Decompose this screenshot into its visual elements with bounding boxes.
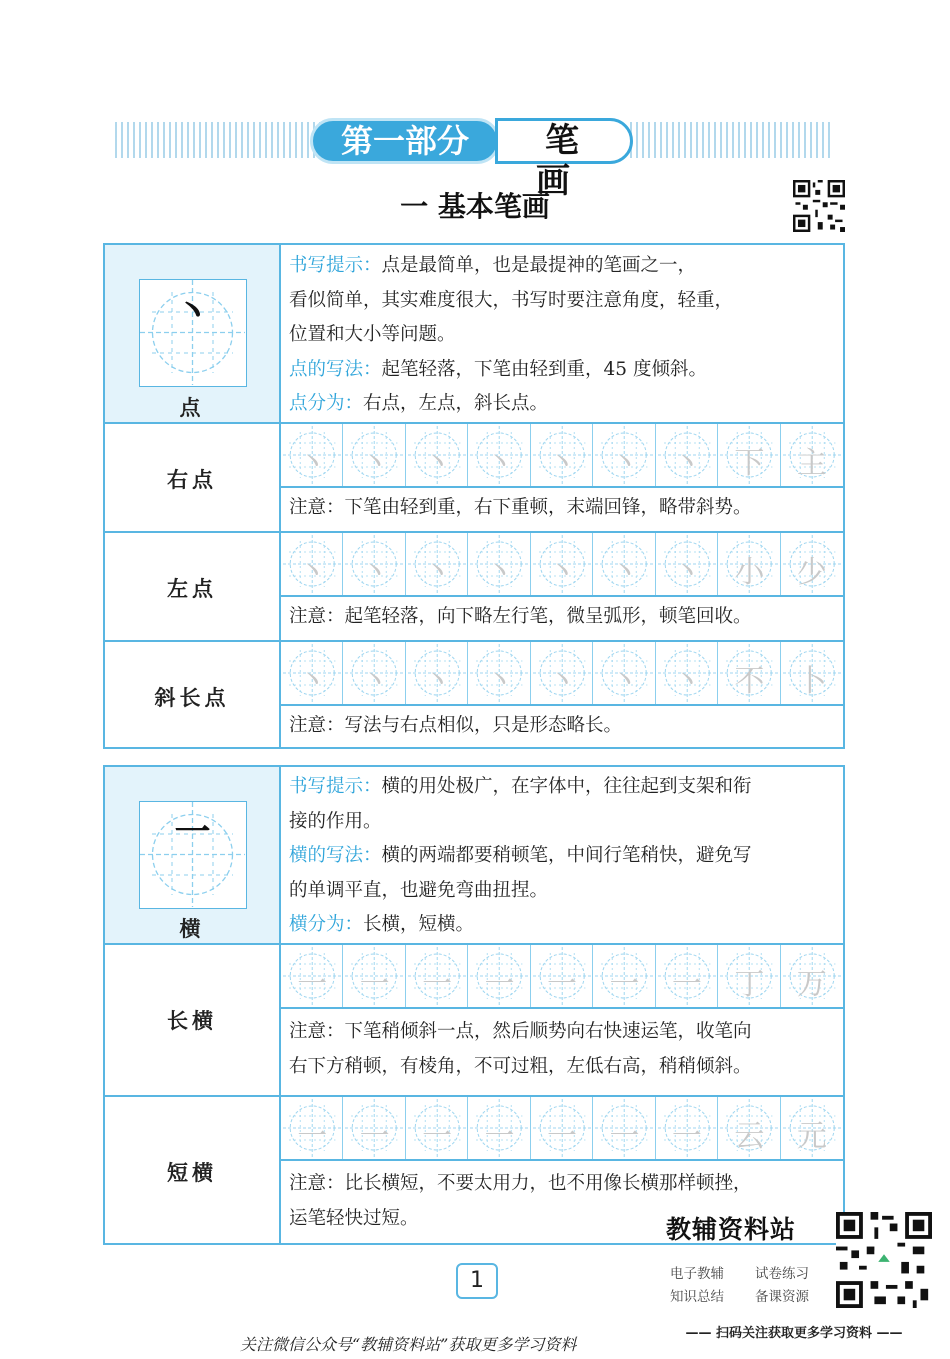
- row-label-cell: [105, 424, 281, 531]
- practice-cell: [531, 945, 593, 1007]
- scan-caption: —— 扫码关注获取更多学习资料 ——: [685, 1326, 903, 1341]
- trace-character: 丶: [297, 446, 328, 481]
- part-title: 笔 画: [495, 118, 633, 164]
- trace-character: 一: [671, 1119, 702, 1154]
- trace-character: 一: [359, 967, 390, 1002]
- practice-cell: [343, 945, 405, 1007]
- part-label: 第一部分: [310, 118, 500, 164]
- practice-cell: [281, 533, 343, 595]
- practice-cell: [281, 642, 343, 704]
- practice-cell: [468, 945, 530, 1007]
- practice-cell: [593, 1097, 655, 1159]
- dot-stroke-cell: [105, 245, 281, 422]
- brand-item: 试卷练习: [755, 1266, 809, 1282]
- practice-cell: [468, 424, 530, 486]
- practice-cells: [281, 533, 843, 597]
- heng-stroke-grid: [139, 801, 247, 909]
- trace-character: 丶: [297, 555, 328, 590]
- practice-cell: [656, 642, 718, 704]
- practice-cell: [656, 533, 718, 595]
- trace-character: 一: [422, 967, 453, 1002]
- practice-cell: [406, 1097, 468, 1159]
- trace-character: 万: [796, 967, 827, 1002]
- dot-stroke-sample: 丶: [174, 292, 211, 333]
- trace-character: 少: [796, 555, 827, 590]
- practice-row-slant-dot: [105, 640, 843, 747]
- practice-cell: [343, 1097, 405, 1159]
- trace-character: 丶: [546, 555, 577, 590]
- row-label-cell: [105, 533, 281, 640]
- trace-character: 丶: [609, 555, 640, 590]
- trace-character: 丶: [422, 664, 453, 699]
- row-label: 短横: [167, 1161, 217, 1185]
- banner-stripes-right: [630, 122, 830, 158]
- practice-cell: [718, 642, 780, 704]
- trace-character: 一: [422, 1119, 453, 1154]
- practice-cells: [281, 945, 843, 1009]
- trace-character: 丶: [484, 446, 515, 481]
- row-label: 右点: [167, 468, 217, 492]
- page-number: 1: [456, 1263, 498, 1299]
- note-line: 注意：下笔由轻到重，右下重顿，末端回锋，略带斜势。: [289, 497, 752, 518]
- trace-character: 丶: [671, 555, 702, 590]
- trace-character: 一: [546, 967, 577, 1002]
- trace-character: 丶: [609, 664, 640, 699]
- note-line: 右下方稍顿，有棱角，不可过粗，左低右高，稍稍倾斜。: [289, 1055, 752, 1077]
- trace-character: 一: [297, 967, 328, 1002]
- practice-cell: [593, 945, 655, 1007]
- practice-note: [289, 709, 837, 744]
- note-line: 运笔轻快过短。: [289, 1207, 419, 1229]
- practice-cell: [718, 533, 780, 595]
- trace-character: 一: [671, 967, 702, 1002]
- trace-character: 一: [609, 1119, 640, 1154]
- intro-line: 点分为：右点，左点，斜长点。: [289, 393, 549, 414]
- practice-cell: [781, 533, 843, 595]
- dot-stroke-label: 点: [179, 396, 205, 420]
- intro-line: 点的写法：起笔轻落，下笔由轻到重，45 度倾斜。: [289, 358, 707, 380]
- trace-character: 丶: [546, 446, 577, 481]
- dot-stroke-table: [103, 243, 845, 749]
- note-line: 注意：下笔稍倾斜一点，然后顺势向右快速运笔，收笔向: [289, 1021, 752, 1042]
- practice-cell: [781, 424, 843, 486]
- trace-character: 丶: [671, 664, 702, 699]
- trace-character: 丶: [359, 555, 390, 590]
- practice-cell: [468, 1097, 530, 1159]
- dot-intro-row: [105, 245, 843, 422]
- trace-character: 主: [796, 446, 827, 481]
- trace-character: 小: [734, 555, 765, 590]
- intro-line: 的单调平直，也避免弯曲扭捏。: [289, 879, 549, 901]
- trace-character: 一: [484, 967, 515, 1002]
- trace-character: 丶: [359, 664, 390, 699]
- trace-character: 丶: [297, 664, 328, 699]
- heng-stroke-label: 横: [179, 917, 205, 941]
- intro-line: 横分为：长横，短横。: [289, 914, 475, 935]
- intro-line: 书写提示：点是最简单，也是最提神的笔画之一，: [289, 255, 697, 276]
- trace-character: 一: [297, 1119, 328, 1154]
- practice-cell: [281, 1097, 343, 1159]
- practice-cell: [468, 533, 530, 595]
- practice-cell: [531, 424, 593, 486]
- note-line: 注意：起笔轻落，向下略左行笔，微呈弧形，顿笔回收。: [289, 606, 752, 627]
- trace-character: 丶: [484, 664, 515, 699]
- practice-cell: [406, 424, 468, 486]
- practice-cell: [281, 424, 343, 486]
- trace-character: 丶: [484, 555, 515, 590]
- practice-cell: [593, 642, 655, 704]
- trace-character: 下: [734, 446, 765, 481]
- section-title: 一 基本笔画: [400, 190, 550, 223]
- practice-cell: [718, 1097, 780, 1159]
- qr-code-icon[interactable]: [836, 1212, 932, 1308]
- practice-cell: [406, 642, 468, 704]
- trace-character: 云: [734, 1119, 765, 1154]
- practice-cells: [281, 1097, 843, 1161]
- heng-stroke-cell: [105, 767, 281, 943]
- trace-character: 一: [359, 1119, 390, 1154]
- practice-cell: [593, 533, 655, 595]
- row-label-cell: [105, 945, 281, 1095]
- brand-item: 电子教辅: [670, 1266, 724, 1282]
- trace-character: 丶: [422, 446, 453, 481]
- trace-character: 元: [796, 1119, 827, 1154]
- trace-character: 不: [734, 664, 765, 699]
- practice-cells: [281, 642, 843, 706]
- trace-character: 丁: [734, 967, 765, 1002]
- practice-row-long-heng: [105, 943, 843, 1095]
- row-label: 长横: [167, 1009, 217, 1033]
- practice-note: [289, 600, 837, 635]
- practice-row-right-dot: [105, 422, 843, 531]
- intro-line: 看似简单，其实难度很大，书写时要注意角度，轻重，: [289, 289, 734, 311]
- trace-character: 一: [484, 1119, 515, 1154]
- intro-line: 接的作用。: [289, 810, 382, 832]
- practice-cell: [656, 1097, 718, 1159]
- dot-intro-text: [289, 249, 837, 422]
- row-label: 斜长点: [154, 686, 230, 710]
- practice-cell: [531, 1097, 593, 1159]
- heng-intro-row: [105, 767, 843, 943]
- practice-cell: [718, 424, 780, 486]
- trace-character: 卜: [796, 664, 827, 699]
- trace-character: 丶: [546, 664, 577, 699]
- heng-stroke-sample: 一: [174, 812, 211, 853]
- intro-line: 位置和大小等问题。: [289, 324, 456, 345]
- practice-cell: [531, 533, 593, 595]
- practice-cell: [343, 424, 405, 486]
- row-label-cell: [105, 642, 281, 747]
- intro-line: 横的写法：横的两端都要稍顿笔，中间行笔稍快，避免写: [289, 845, 752, 866]
- heng-intro-text: [289, 770, 837, 943]
- brand-item: 知识总结: [670, 1289, 724, 1305]
- banner-stripes-left: [115, 122, 320, 158]
- row-label: 左点: [167, 577, 217, 601]
- trace-character: 一: [546, 1119, 577, 1154]
- brand-item: 备课资源: [755, 1289, 809, 1305]
- practice-cell: [781, 1097, 843, 1159]
- practice-note: [289, 1015, 837, 1084]
- row-label-cell: [105, 1097, 281, 1243]
- heng-stroke-table: [103, 765, 845, 1245]
- practice-cell: [406, 533, 468, 595]
- practice-cell: [406, 945, 468, 1007]
- dot-stroke-grid: [139, 279, 247, 387]
- practice-cell: [781, 945, 843, 1007]
- note-line: 注意：写法与右点相似，只是形态略长。: [289, 715, 623, 736]
- practice-cell: [281, 945, 343, 1007]
- trace-character: 丶: [422, 555, 453, 590]
- trace-character: 丶: [609, 446, 640, 481]
- trace-character: 一: [609, 967, 640, 1002]
- practice-cell: [656, 424, 718, 486]
- practice-cell: [343, 642, 405, 704]
- intro-line: 书写提示：横的用处极广，在字体中，往往起到支架和衔: [289, 776, 752, 797]
- practice-note: [289, 491, 837, 526]
- note-line: 注意：比长横短，不要太用力，也不用像长横那样顿挫，: [289, 1173, 752, 1194]
- footer-note: 关注微信公众号“教辅资料站”获取更多学习资料: [240, 1335, 577, 1354]
- practice-cell: [593, 424, 655, 486]
- trace-character: 丶: [359, 446, 390, 481]
- qr-code-icon: [793, 180, 845, 232]
- practice-cell: [468, 642, 530, 704]
- practice-cell: [781, 642, 843, 704]
- practice-cell: [531, 642, 593, 704]
- practice-cell: [718, 945, 780, 1007]
- practice-row-left-dot: [105, 531, 843, 640]
- brand-name: 教辅资料站: [666, 1215, 797, 1244]
- trace-character: 丶: [671, 446, 702, 481]
- practice-cells: [281, 424, 843, 488]
- practice-cell: [656, 945, 718, 1007]
- practice-cell: [343, 533, 405, 595]
